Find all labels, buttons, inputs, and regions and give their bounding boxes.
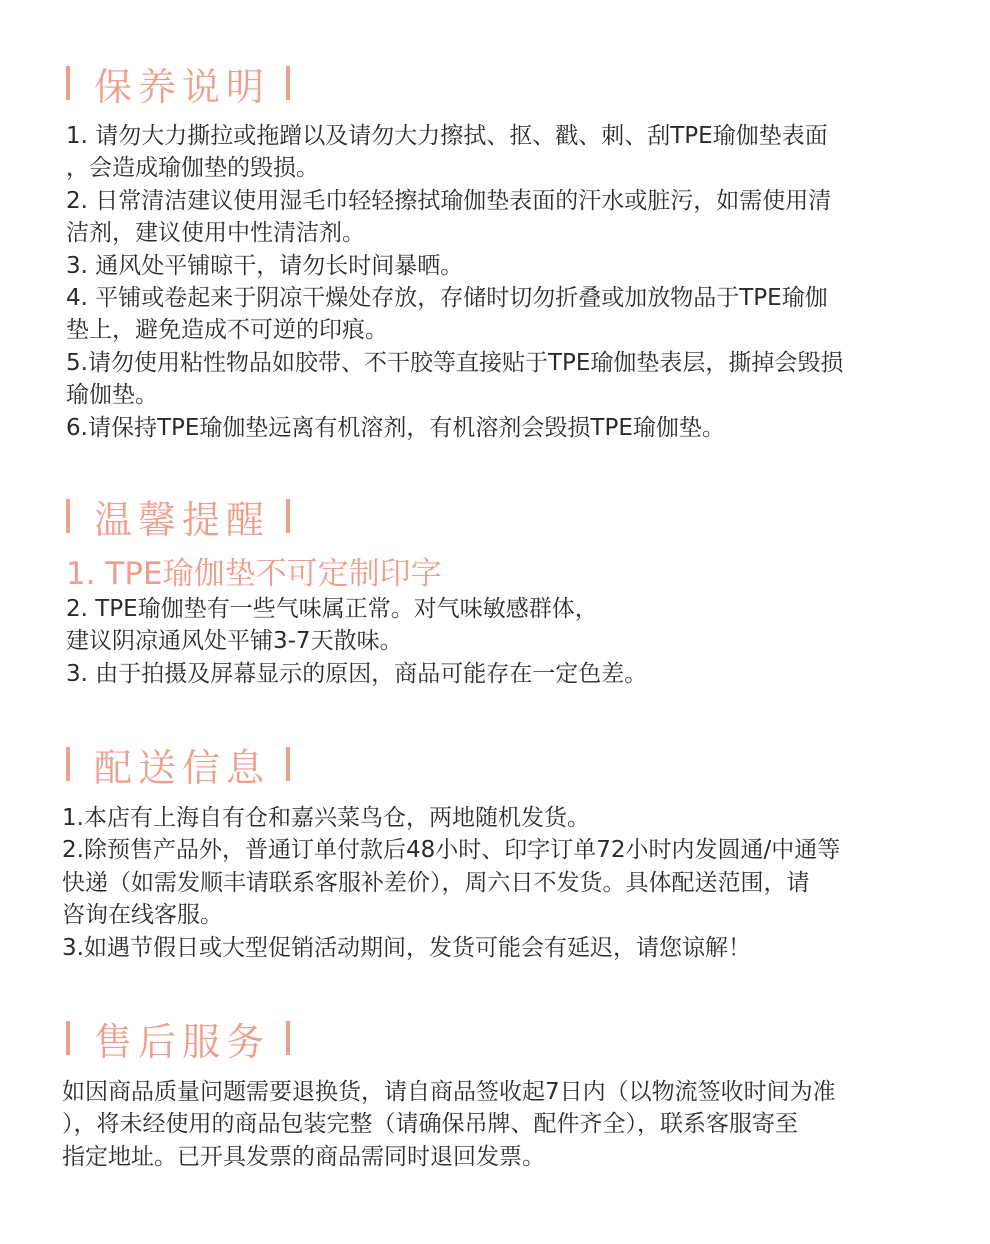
care-line: 垫上，避免造成不可逆的印痕。	[66, 317, 388, 344]
care-line: 3. 通风处平铺晾干，请勿长时间暴晒。	[66, 252, 464, 279]
aftersales-title-text: 售后服务	[94, 1019, 271, 1064]
aftersales-line: ），将未经使用的商品包装完整（请确保吊牌、配件齐全），联系客服寄至	[62, 1111, 798, 1138]
title-bar-right	[286, 747, 290, 781]
shipping-list	[62, 802, 840, 964]
shipping-line: 咨询在线客服。	[62, 902, 223, 929]
care-section-title	[66, 62, 290, 109]
reminder-line: 2. TPE瑜伽垫有一些气味属正常。对气味敏感群体，	[66, 596, 598, 622]
shipping-section-title	[66, 743, 290, 790]
aftersales-line: 如因商品质量问题需要退换货，请自商品签收起7日内（以物流签收时间为准	[62, 1079, 836, 1105]
reminder-line: 建议阴凉通风处平铺3-7天散味。	[66, 628, 403, 655]
title-bar-right	[286, 1021, 290, 1055]
reminder-list	[66, 593, 647, 690]
title-bar-left	[66, 747, 70, 781]
aftersales-section-title	[66, 1017, 290, 1064]
title-bar-left	[66, 66, 70, 100]
care-line: 洁剂，建议使用中性清洁剂。	[66, 220, 365, 247]
shipping-line: 3.如遇节假日或大型促销活动期间，发货可能会有延迟，请您谅解！	[62, 934, 751, 961]
care-list	[66, 120, 843, 444]
aftersales-line: 指定地址。已开具发票的商品需同时退回发票。	[62, 1143, 545, 1170]
care-line: 6.请保持TPE瑜伽垫远离有机溶剂，有机溶剂会毁损TPE瑜伽垫。	[66, 414, 725, 441]
care-line: 2. 日常清洁建议使用湿毛巾轻轻擦拭瑜伽垫表面的汗水或脏污，如需使用清	[66, 187, 832, 214]
care-line: 瑜伽垫。	[66, 382, 158, 409]
care-line: 1. 请勿大力撕拉或拖蹭以及请勿大力擦拭、抠、戳、刺、刮TPE瑜伽垫表面	[66, 123, 828, 149]
reminder-line: 3. 由于拍摄及屏幕显示的原因，商品可能存在一定色差。	[66, 660, 648, 687]
aftersales-list	[62, 1076, 836, 1173]
shipping-line: 1.本店有上海自有仓和嘉兴菜鸟仓，两地随机发货。	[62, 805, 590, 831]
care-line: ，会造成瑜伽垫的毁损。	[66, 155, 319, 182]
care-line: 4. 平铺或卷起来于阴凉干燥处存放，存储时切勿折叠或加放物品于TPE瑜伽	[66, 284, 828, 311]
reminder-section-title	[66, 495, 290, 542]
shipping-line: 2.除预售产品外，普通订单付款后48小时、印字订单72小时内发圆通/中通等	[62, 837, 841, 864]
shipping-line: 快递（如需发顺丰请联系客服补差价），周六日不发货。具体配送范围，请	[62, 869, 810, 896]
title-bar-right	[286, 66, 290, 100]
reminder-highlight: 1. TPE瑜伽垫不可定制印字	[66, 556, 442, 592]
title-bar-left	[66, 1021, 70, 1055]
shipping-title-text: 配送信息	[94, 745, 271, 790]
reminder-title-text: 温馨提醒	[94, 497, 271, 542]
care-title-text: 保养说明	[94, 64, 271, 109]
title-bar-left	[66, 499, 70, 533]
title-bar-right	[286, 499, 290, 533]
care-line: 5.请勿使用粘性物品如胶带、不干胶等直接贴于TPE瑜伽垫表层，撕掉会毁损	[66, 349, 844, 376]
